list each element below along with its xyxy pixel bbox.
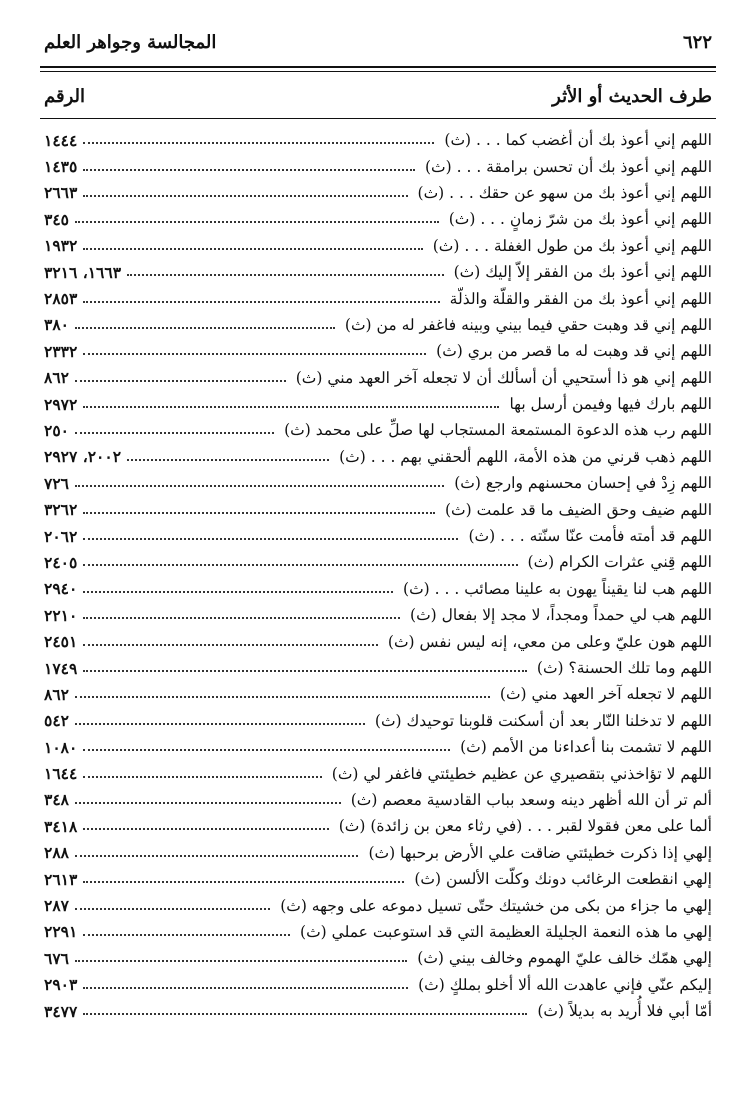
index-entry	[40, 470, 716, 496]
index-entry	[40, 206, 716, 232]
dot-leader	[75, 960, 407, 962]
index-entry	[40, 523, 716, 549]
entry-number: ٢٩٤٠	[40, 579, 77, 598]
entry-text: اللهم إني أعوذ بك أن أغضب كما . . . (ث)	[440, 131, 716, 149]
index-entry	[40, 813, 716, 839]
index-entry	[40, 734, 716, 760]
dot-leader	[83, 881, 404, 883]
entry-number: ١٦٦٣، ٣٢١٦	[40, 263, 121, 282]
entry-text: اللهم قِني عثرات الكرام (ث)	[524, 553, 716, 571]
column-header-number: الرقم	[44, 86, 86, 107]
index-entry	[40, 840, 716, 866]
page-number: ٦٢٢	[682, 32, 712, 53]
index-list	[40, 127, 716, 1024]
entry-number: ١٦٤٤	[40, 764, 77, 783]
dot-leader	[83, 828, 328, 830]
dot-leader	[75, 380, 286, 382]
dot-leader	[127, 274, 444, 276]
entry-number: ٦٧٦	[40, 949, 69, 968]
index-entry	[40, 866, 716, 892]
dot-leader	[83, 564, 517, 566]
index-entry	[40, 919, 716, 945]
dot-leader	[83, 195, 407, 197]
dot-leader	[83, 987, 408, 989]
entry-text: اللهم إني أعوذ بك من طول الغفلة . . . (ث)	[429, 237, 716, 255]
entry-text: اللهم إني أعوذ بك من الفقر إلاّ إليك (ث)	[450, 263, 716, 281]
entry-text: اللهم إني أعوذ بك من سهو عن حقك . . . (ث)	[414, 184, 716, 202]
dot-leader	[83, 776, 321, 778]
entry-number: ٣٤٧٧	[40, 1002, 77, 1021]
column-header-tip: طرف الحديث أو الأثر	[552, 86, 712, 107]
index-entry	[40, 549, 716, 575]
index-entry	[40, 180, 716, 206]
entry-number: ٢٢٩١	[40, 922, 77, 941]
column-header-rule	[40, 118, 716, 119]
entry-text: اللهم بارك فيها وفيمن أرسل بها	[505, 395, 716, 413]
entry-text: اللهم لا تجعله آخر العهد مني (ث)	[496, 685, 716, 703]
entry-number: ٣٨٠	[40, 315, 69, 334]
index-entry	[40, 444, 716, 470]
entry-number: ٨٦٢	[40, 685, 69, 704]
entry-text: ألم تر أن الله أظهر دينه وسعد بباب القادسية معصم (ث)	[347, 791, 716, 809]
dot-leader	[75, 802, 341, 804]
dot-leader	[83, 644, 378, 646]
running-header	[40, 28, 716, 62]
entry-text: اللهم هب لي حمداً ومجداً، لا مجد إلا بفعال (ث)	[406, 606, 716, 624]
entry-number: ٢٠٠٢، ٢٩٢٧	[40, 447, 121, 466]
entry-text: اللهم إني أعوذ بك أن تحسن برامقة . . . (ث)	[421, 158, 716, 176]
index-entry	[40, 233, 716, 259]
dot-leader	[83, 301, 439, 303]
entry-number: ١٠٨٠	[40, 738, 77, 757]
entry-number: ٣٤٥	[40, 210, 69, 229]
index-entry	[40, 681, 716, 707]
entry-number: ١٤٤٤	[40, 131, 77, 150]
entry-text: اللهم وما تلك الحسنة؟ (ث)	[533, 659, 716, 677]
dot-leader	[83, 749, 450, 751]
entry-text: اللهم رب هذه الدعوة المستمعة المستجاب لها صلِّ على محمد (ث)	[280, 421, 716, 439]
dot-leader	[83, 169, 415, 171]
index-entry	[40, 127, 716, 153]
entry-text: اللهم هون عليّ وعلى من معي، إنه ليس نفس (ث)	[384, 633, 716, 651]
entry-number: ٢٠٦٢	[40, 527, 77, 546]
dot-leader	[75, 855, 358, 857]
entry-text: إلهي انقطعت الرغائب دونك وكلّت الألسن (ث)	[410, 870, 716, 888]
entry-number: ٢٦٦٣	[40, 183, 77, 202]
entry-text: اللهم إني أعوذ بك من الفقر والقلّة والذلّة	[446, 290, 716, 308]
dot-leader	[83, 406, 499, 408]
entry-text: اللهم زِدْ في إحسان محسنهم وارجع (ث)	[450, 474, 716, 492]
entry-number: ٢٣٣٢	[40, 342, 77, 361]
index-entry	[40, 892, 716, 918]
index-entry	[40, 153, 716, 179]
entry-number: ٥٤٢	[40, 711, 69, 730]
entry-text: اللهم قد أمته فأمت عنّا سنّته . . . (ث)	[464, 527, 716, 545]
index-entry	[40, 787, 716, 813]
index-entry	[40, 391, 716, 417]
entry-number: ٢٨٥٣	[40, 289, 77, 308]
index-entry	[40, 259, 716, 285]
dot-leader	[83, 512, 435, 514]
dot-leader	[83, 591, 393, 593]
column-headers	[40, 82, 716, 112]
entry-text: ألما على معن فقولا لقبر . . . (في رثاء معن بن زائدة) (ث)	[335, 817, 716, 835]
dot-leader	[83, 248, 422, 250]
entry-text: اللهم لا تدخلنا النّار بعد أن أسكنت قلوبنا توحيدك (ث)	[371, 712, 716, 730]
entry-text: إلهي ما جزاء من بكى من خشيتك حتّى تسيل دموعه على وجهه (ث)	[276, 897, 716, 915]
entry-number: ١٧٤٩	[40, 659, 77, 678]
dot-leader	[83, 1013, 527, 1015]
entry-number: ٢٩٠٣	[40, 975, 77, 994]
index-entry	[40, 655, 716, 681]
entry-number: ٢٩٧٢	[40, 395, 77, 414]
index-entry	[40, 602, 716, 628]
entry-number: ٢٦١٣	[40, 870, 77, 889]
dot-leader	[83, 934, 290, 936]
entry-number: ٣٢٦٢	[40, 500, 77, 519]
entry-text: اللهم ذهب قرني من هذه الأمة، اللهم ألحقني بهم . . . (ث)	[335, 448, 716, 466]
entry-text: اللهم إني قد وهبت حقي فيما بيني وبينه فاغفر له من (ث)	[341, 316, 716, 334]
index-entry	[40, 365, 716, 391]
entry-number: ٢٨٧	[40, 896, 69, 915]
entry-number: ٣٤٨	[40, 790, 69, 809]
dot-leader	[75, 485, 444, 487]
index-entry	[40, 496, 716, 522]
index-entry	[40, 417, 716, 443]
entry-text: أمّا أبي فلا أُريد به بديلاً (ث)	[533, 1002, 716, 1020]
entry-number: ٢٢١٠	[40, 606, 77, 625]
entry-number: ٢٥٠	[40, 421, 69, 440]
index-entry	[40, 338, 716, 364]
dot-leader	[75, 327, 335, 329]
entry-text: اللهم إني قد وهبت له ما قصر من بري (ث)	[432, 342, 716, 360]
entry-text: اللهم إني هو ذا أستحيي أن أسألك أن لا تجعله آخر العهد مني (ث)	[292, 369, 716, 387]
entry-number: ١٩٣٢	[40, 236, 77, 255]
dot-leader	[83, 353, 426, 355]
index-entry	[40, 312, 716, 338]
dot-leader	[75, 908, 270, 910]
header-rule-thin	[40, 71, 716, 72]
index-entry	[40, 576, 716, 602]
index-entry	[40, 972, 716, 998]
entry-number: ٧٢٦	[40, 474, 69, 493]
entry-text: اللهم لا تشمت بنا أعداءنا من الأمم (ث)	[456, 738, 716, 756]
dot-leader	[75, 432, 274, 434]
dot-leader	[75, 723, 365, 725]
entry-number: ٢٤٠٥	[40, 553, 77, 572]
header-rule	[40, 66, 716, 70]
entry-text: إلهي همّك خالف عليّ الهموم وخالف بيني (ث)	[413, 949, 716, 967]
dot-leader	[75, 696, 490, 698]
index-entry	[40, 945, 716, 971]
dot-leader	[83, 538, 458, 540]
dot-leader	[83, 617, 400, 619]
index-entry	[40, 760, 716, 786]
entry-text: إلهي إذا ذكرت خطيئتي ضاقت علي الأرض برحبها (ث)	[364, 844, 716, 862]
entry-number: ٨٦٢	[40, 368, 69, 387]
entry-number: ٢٨٨	[40, 843, 69, 862]
entry-number: ٣٤١٨	[40, 817, 77, 836]
index-entry	[40, 285, 716, 311]
entry-text: إلهي ما هذه النعمة الجليلة العظيمة التي قد استوعبت عملي (ث)	[296, 923, 716, 941]
entry-text: اللهم لا تؤاخذني بتقصيري عن عظيم خطيئتي فاغفر لي (ث)	[328, 765, 716, 783]
dot-leader	[75, 221, 439, 223]
entry-number: ١٤٣٥	[40, 157, 77, 176]
entry-text: اللهم ضيف وحق الضيف ما قد علمت (ث)	[441, 501, 716, 519]
entry-text: اللهم هب لنا يقيناً يهون به علينا مصائب . . . (ث)	[399, 580, 716, 598]
index-entry	[40, 998, 716, 1024]
index-entry	[40, 708, 716, 734]
index-entry	[40, 628, 716, 654]
entry-text: إليكم عنّي فإني عاهدت الله ألا أخلو بملكٍ (ث)	[414, 976, 716, 994]
entry-number: ٢٤٥١	[40, 632, 77, 651]
dot-leader	[127, 459, 329, 461]
book-title: المجالسة وجواهر العلم	[44, 32, 217, 53]
entry-text: اللهم إني أعوذ بك من شرّ زمانٍ . . . (ث)	[445, 210, 716, 228]
dot-leader	[83, 142, 434, 144]
dot-leader	[83, 670, 527, 672]
